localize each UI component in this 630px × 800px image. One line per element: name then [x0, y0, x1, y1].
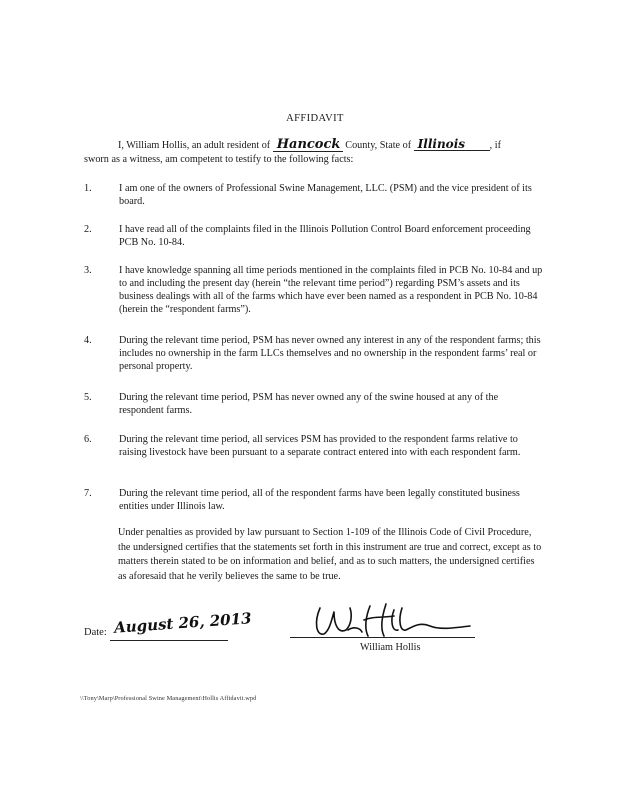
- item-text: During the relevant time period, all services PSM has provided to the respondent farms relative to raising livestock have been pursuant to a separate contract entered into with each respondent farm.: [119, 434, 521, 458]
- date-line: [110, 640, 228, 641]
- item-number: 7.: [84, 488, 92, 499]
- intro-paragraph: [84, 138, 554, 167]
- handwritten-date: August 26, 2013: [113, 609, 253, 637]
- item-number: 6.: [84, 434, 92, 445]
- list-item: [84, 433, 544, 459]
- date-label: Date:: [84, 627, 107, 638]
- item-number: 2.: [84, 224, 92, 235]
- item-number: 5.: [84, 392, 92, 403]
- intro-text-4: sworn as a witness, am competent to testify to the following facts:: [84, 154, 354, 165]
- list-item: [84, 487, 544, 513]
- signer-name: William Hollis: [360, 642, 421, 653]
- list-item: [84, 334, 544, 373]
- closing-text: Under penalties as provided by law pursuant to Section 1-109 of the Illinois Code of Civil Procedure, the undersigned certifies that the statements set forth in this instrument are true and correct, except as to matters therein stated to be on information and belief, and as to such matters, the undersigned certifies as aforesaid that he verily believes the same to be true.: [118, 527, 542, 582]
- handwritten-state: Illinois: [414, 138, 490, 151]
- handwritten-county: Hancock: [273, 139, 343, 152]
- intro-text-1: I, William Hollis, an adult resident of: [118, 140, 271, 151]
- item-number: 1.: [84, 183, 92, 194]
- intro-text-3: , if: [489, 140, 501, 151]
- file-path-footer: \\Tony\Marp\Professional Swine Management\Hollis Affidavit.wpd: [80, 695, 257, 702]
- list-item: [84, 264, 544, 316]
- item-number: 4.: [84, 335, 92, 346]
- item-text: During the relevant time period, PSM has never owned any interest in any of the respondent farms; this includes no ownership in the farm LLCs themselves and no ownership in the respondent farms’ real or personal property.: [119, 335, 541, 372]
- item-text: I have knowledge spanning all time periods mentioned in the complaints filed in PCB No. 10-84 and up to and including the present day (herein “the relevant time period”) regarding PSM’s assets and its business dealings with all of the farms which have ever been named as a respondent in PCB No. 10-84 (herein the “respondent farms”).: [119, 265, 543, 315]
- signature-line: [290, 637, 475, 638]
- document-title: AFFIDAVIT: [286, 113, 344, 124]
- closing-paragraph: [84, 526, 544, 584]
- item-number: 3.: [84, 265, 92, 276]
- list-item: [84, 182, 544, 208]
- list-item: [84, 223, 544, 249]
- item-text: I am one of the owners of Professional Swine Management, LLC. (PSM) and the vice president of its board.: [119, 183, 532, 207]
- signature: [290, 600, 480, 642]
- list-item: [84, 391, 544, 417]
- intro-text-2: County, State of: [345, 140, 412, 151]
- item-text: I have read all of the complaints filed in the Illinois Pollution Control Board enforcement proceeding PCB No. 10-84.: [119, 224, 531, 248]
- item-text: During the relevant time period, PSM has never owned any of the swine housed at any of the respondent farms.: [119, 392, 499, 416]
- item-text: During the relevant time period, all of the respondent farms have been legally constituted business entities under Illinois law.: [119, 488, 520, 512]
